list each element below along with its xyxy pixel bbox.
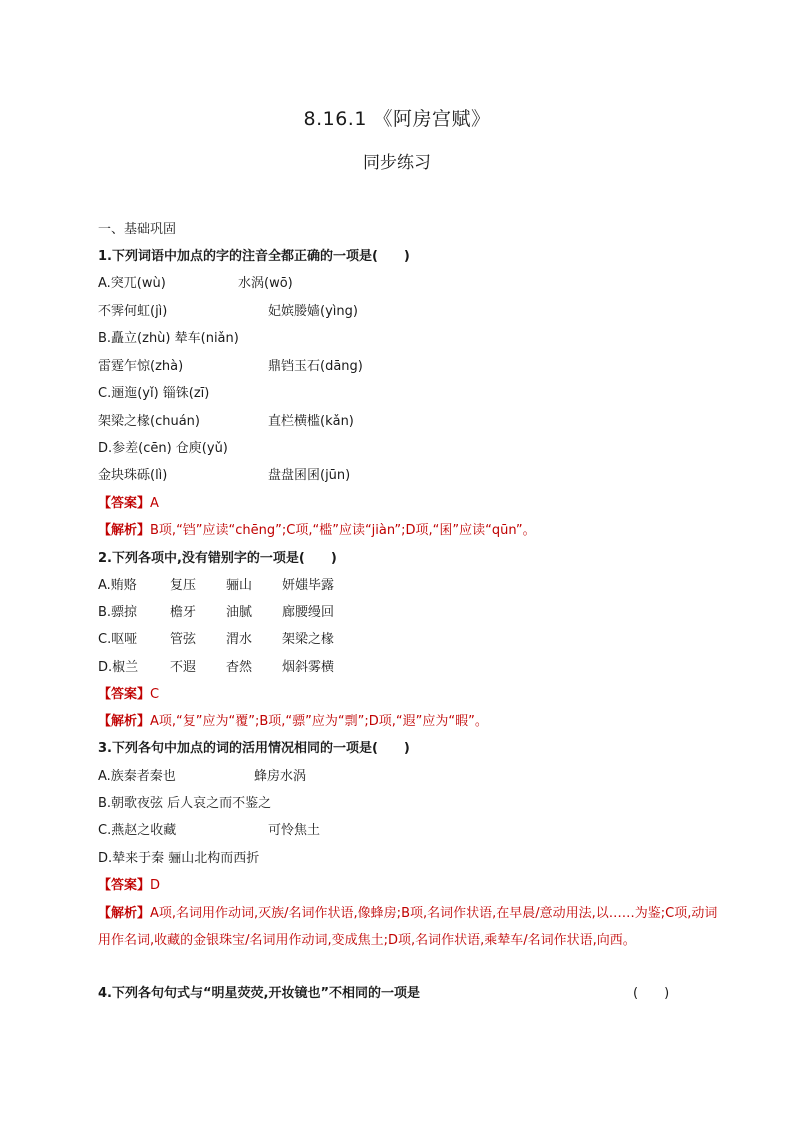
analysis-tag: 【解析】 bbox=[98, 906, 151, 921]
q2-c-word2: 管弦 bbox=[170, 632, 197, 647]
q1-option-b-row2 bbox=[98, 357, 754, 377]
q2-a-word2: 复压 bbox=[170, 578, 197, 593]
q2-c-word1: C.呕哑 bbox=[98, 632, 138, 647]
q3-answer bbox=[98, 876, 754, 896]
q2-option-c bbox=[98, 630, 754, 650]
q3-c-item1: C.燕赵之收藏 bbox=[98, 823, 177, 838]
q2-option-d bbox=[98, 658, 754, 678]
q3-a-item2: 蜂房水涡 bbox=[254, 769, 307, 784]
q1-option-a-item2: 水涡(wō) bbox=[238, 276, 293, 291]
q2-c-word4: 架梁之椽 bbox=[282, 632, 335, 647]
q1-option-c-item2: 架梁之椽(chuán) bbox=[98, 414, 200, 429]
q1-option-d-row1: D.参差(cēn) 仓庾(yǔ) bbox=[98, 441, 228, 456]
q1-analysis bbox=[98, 521, 754, 541]
q4-stem-text: 4.下列各句句式与“明星荧荧,开妆镜也”不相同的一项是 bbox=[98, 986, 421, 1001]
q2-answer bbox=[98, 685, 754, 705]
q2-b-word4: 廊腰缦回 bbox=[282, 605, 335, 620]
answer-tag: 【答案】 bbox=[98, 496, 151, 511]
q1-option-d-item2: 金块珠砾(lì) bbox=[98, 468, 168, 483]
q4-answer-paren: ( ) bbox=[633, 986, 670, 1001]
q2-b-word3: 油腻 bbox=[226, 605, 253, 620]
q3-analysis bbox=[98, 900, 722, 954]
q2-a-word1: A.贿赂 bbox=[98, 578, 137, 593]
q1-option-c-row1: C.逦迤(yǐ) 锱铢(zī) bbox=[98, 386, 210, 401]
q1-option-c-row2 bbox=[98, 412, 754, 432]
q2-d-word2: 不遐 bbox=[170, 660, 197, 675]
q1-option-a-item3: 不霁何虹(jì) bbox=[98, 304, 168, 319]
q2-a-word3: 骊山 bbox=[226, 578, 253, 593]
q2-b-word1: B.骠掠 bbox=[98, 605, 138, 620]
page-subtitle: 同步练习 bbox=[363, 153, 431, 173]
q2-option-b bbox=[98, 603, 754, 623]
q2-b-word2: 檐牙 bbox=[170, 605, 197, 620]
q1-option-d-row2 bbox=[98, 466, 754, 486]
q2-d-word1: D.椒兰 bbox=[98, 660, 139, 675]
q1-option-a-row2 bbox=[98, 302, 754, 322]
answer-value: A bbox=[150, 496, 159, 511]
section-heading: 一、基础巩固 bbox=[98, 222, 177, 237]
answer-value: C bbox=[150, 687, 160, 702]
q1-option-d-item3: 盘盘囷囷(jūn) bbox=[268, 468, 351, 483]
q2-d-word3: 杳然 bbox=[226, 660, 253, 675]
answer-tag: 【答案】 bbox=[98, 878, 151, 893]
answer-tag: 【答案】 bbox=[98, 687, 151, 702]
question-4-stem bbox=[98, 984, 754, 1004]
page-title: 8.16.1 《阿房宫赋》 bbox=[303, 108, 491, 130]
q1-option-b-row1: B.矗立(zhù) 辇车(niǎn) bbox=[98, 331, 239, 346]
q2-analysis bbox=[98, 712, 754, 732]
q1-option-b-item3: 鼎铛玉石(dāng) bbox=[268, 359, 363, 374]
q3-c-item2: 可怜焦土 bbox=[268, 823, 321, 838]
q3-a-item1: A.族秦者秦也 bbox=[98, 769, 176, 784]
q1-option-a-item4: 妃嫔媵嫱(yìng) bbox=[268, 304, 358, 319]
answer-value: D bbox=[150, 878, 161, 893]
q3-option-b: B.朝歌夜弦 后人哀之而不鉴之 bbox=[98, 796, 272, 811]
question-3-stem: 3.下列各句中加点的词的活用情况相同的一项是( ) bbox=[98, 741, 410, 756]
analysis-text: A项,名词用作动词,灭族/名词作状语,像蜂房;B项,名词作状语,在早晨/意动用法,以……为鉴;C项,动词用作名词,收藏的金银珠宝/名词用作动词,变成焦土;D项,名词作状语,乘辇车/名词作状语,向西。 bbox=[98, 906, 718, 948]
q2-a-word4: 妍媸毕露 bbox=[282, 578, 335, 593]
q1-answer bbox=[98, 494, 754, 514]
question-1-stem: 1.下列词语中加点的字的注音全都正确的一项是( ) bbox=[98, 249, 410, 264]
analysis-tag: 【解析】 bbox=[98, 523, 151, 538]
q2-option-a bbox=[98, 576, 754, 596]
q3-option-d: D.辇来于秦 骊山北构而西折 bbox=[98, 851, 260, 866]
q1-option-c-item3: 直栏横槛(kǎn) bbox=[268, 414, 354, 429]
analysis-text: A项,“复”应为“覆”;B项,“骠”应为“剽”;D项,“遐”应为“暇”。 bbox=[150, 714, 488, 729]
q1-option-a-item1: A.突兀(wù) bbox=[98, 276, 166, 291]
question-2-stem: 2.下列各项中,没有错别字的一项是( ) bbox=[98, 551, 337, 566]
q1-option-a-row1 bbox=[98, 274, 754, 294]
analysis-text: B项,“铛”应读“chēng”;C项,“槛”应读“jiàn”;D项,“囷”应读“qūn”。 bbox=[150, 523, 536, 538]
q3-option-c bbox=[98, 821, 754, 841]
q1-option-b-item2: 雷霆乍惊(zhà) bbox=[98, 359, 184, 374]
q2-d-word4: 烟斜雾横 bbox=[282, 660, 335, 675]
q2-c-word3: 渭水 bbox=[226, 632, 253, 647]
q3-option-a bbox=[98, 767, 754, 787]
analysis-tag: 【解析】 bbox=[98, 714, 151, 729]
